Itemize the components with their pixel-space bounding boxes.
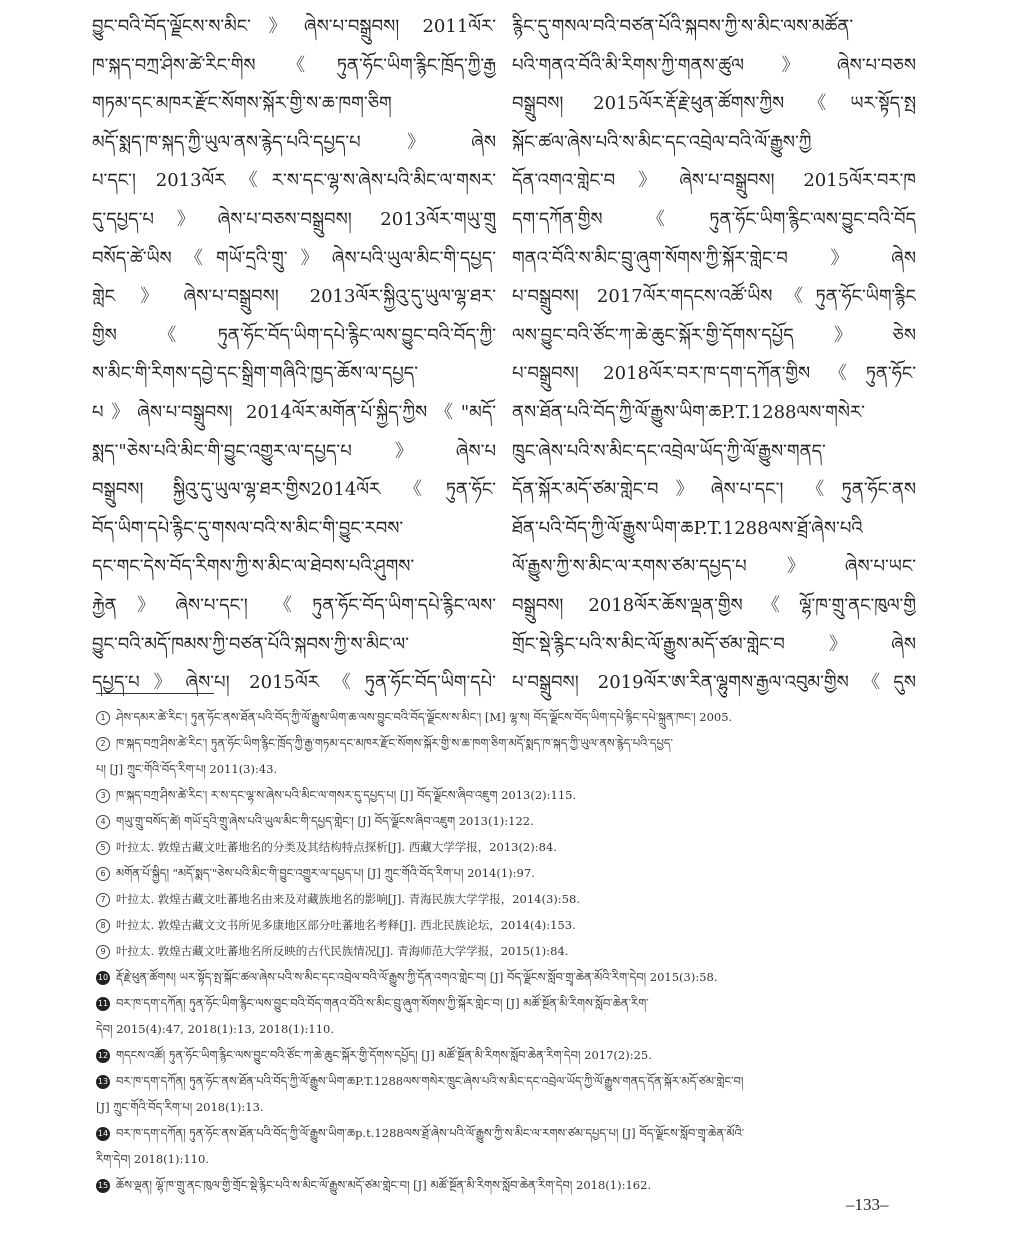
footnote <box>96 886 900 912</box>
footnote <box>96 756 900 782</box>
body-text-line: པ་བསྒྲུབས། 2017ལོར་གདངས་འཚོ་ཡིས《ཏུན་ཧོང་ཡིག་རྙིང <box>512 286 916 308</box>
footnote <box>96 1120 900 1146</box>
footnote-text: མགོན་པོ་སྐྱིད། "མདོ་སྨད་"ཅེས་པའི་མིང་གི་བྱུང་འགྱུར་ལ་དཔྱད་པ། [J] ཀྲུང་གོའི་བོད་རིག་པ། 2014(1):97. <box>116 866 535 880</box>
body-text-line: གནའ་བོའི་ས་མིང་བྲུ་ཞུག་སོགས་ཀྱི་སྐོར་གླེང་བ》ཞེས <box>512 247 916 269</box>
footnote-text: 叶拉太. 敦煌古藏文吐蕃地名由来及对藏族地名的影响[J]. 青海民族大学学报，2014(3):58. <box>116 892 580 906</box>
body-text-line: བསྒྲུབས། 2018ལོར་ཆོས་ལྡན་གྱིས《ལྷོ་ཁ་གྲུ་ནང་ཁུལ་གྱི <box>512 594 916 616</box>
footnote <box>96 782 900 808</box>
body-text-line: ལས་བྱུང་བའི་ཙོང་ཀ་ཆེ་ཆུང་སྐོར་གྱི་དོགས་དཔྱོད》ཅེས <box>512 324 916 346</box>
footnote-number: 6 <box>96 867 110 881</box>
body-text-line: བསོད་ཚེ་ཡིས《གཡོ་དྲའི་གྲུ་》ཞེས་པའི་ཡུལ་མིང་གི་དཔྱད་ <box>92 247 496 269</box>
footnote <box>96 990 900 1016</box>
body-text-line: པ་བསྒྲུབས། 2019ལོར་ཨ་རིན་ལྷུགས་རྒྱལ་འབུམ་གྱིས《དུས <box>512 672 916 694</box>
footnote <box>96 834 900 860</box>
footnote <box>96 1146 900 1172</box>
body-text-line: པ》ཞེས་པ་བསྒྲུབས། 2014ལོར་མགོན་པོ་སྐྱིད་ཀྱིས《"མདོ་ <box>92 401 496 423</box>
body-text-line: ཐོན་པའི་བོད་ཀྱི་ལོ་རྒྱུས་ཡིག་ཆP.T.1288ལས་ཐྲོ་ཞེས་པའི <box>512 517 863 539</box>
footnote <box>96 1042 900 1068</box>
body-column-left <box>92 8 496 703</box>
body-text-line: གཏམ་དང་མཁར་རྫོང་སོགས་སྐོར་གྱི་ས་ཆ་ཁག་ཅིག <box>92 93 392 115</box>
body-text-line: ནས་ཐོན་པའི་བོད་ཀྱི་ལོ་རྒྱུས་ཡིག་ཆP.T.1288ལས་གསེར་ <box>512 401 865 423</box>
footnote-number: 5 <box>96 841 110 855</box>
footnote-text: [J] ཀྲུང་གོའི་བོད་རིག་པ། 2018(1):13. <box>96 1100 264 1114</box>
body-text-line: ས་མིང་གི་རིགས་དབྱེ་དང་སྒྲིག་གཞིའི་ཁྱད་ཆོས་ལ་དཔྱད་ <box>92 363 418 385</box>
body-text-line: བསྒྲུབས། སྐྱིའུ་དུ་ཡུལ་ལྷ་ཐར་གྱིས2014ལོར《ཏུན་ཧོང་ <box>92 479 496 501</box>
body-text-line: དོན་སྐོར་མདོ་ཙམ་གླེང་བ》ཞེས་པ་དང་། 《ཏུན་ཧོང་ནས <box>512 479 916 501</box>
body-text-line: དུ་དཔྱད་པ》ཞེས་པ་བཅས་བསྒྲུབས། 2013ལོར་གཡུ་གྲུ <box>92 208 496 230</box>
body-text-line: དཔྱད་པ》ཞེས་པ། 2015ལོར《ཏུན་ཧོང་བོད་ཡིག་དཔེ་ <box>92 672 496 694</box>
body-text-line: མདོ་སྨད་ཁ་སྐད་ཀྱི་ཡུལ་ནས་རྙེད་པའི་དཔྱད་པ》ཞེས <box>92 131 496 153</box>
footnote-text: པ། [J] ཀྲུང་གོའི་བོད་རིག་པ། 2011(3):43. <box>96 762 278 776</box>
footnote-number: 9 <box>96 945 110 959</box>
body-text-line: དག་དཀོན་གྱིས《ཏུན་ཧོང་ཡིག་རྙིང་ལས་བྱུང་བའི་བོད <box>512 208 916 230</box>
footnote-text: གདངས་འཚོ། ཏུན་ཧོང་ཡིག་རྙིང་ལས་བྱུང་བའི་ཙོང་ཀ་ཆེ་ཆུང་སྐོར་གྱི་དོགས་དཔྱོད། [J] མཚོ་སྔོན་མི་རིགས་སློབ་ཆེན་རིག་དེབ། 2017(2):25. <box>116 1048 652 1062</box>
footnote <box>96 912 900 938</box>
body-text-line: ལོ་རྒྱུས་ཀྱི་ས་མིང་ལ་རགས་ཙམ་དཔྱད་པ》ཞེས་པ་ཡང་ <box>512 556 916 578</box>
footnote-number: 2 <box>96 737 110 751</box>
body-text-line: སྨད་"ཅེས་པའི་མིང་གི་བྱུང་འགྱུར་ལ་དཔྱད་པ》ཞེས་པ <box>92 440 496 462</box>
body-text-line: གྲོང་སྡེ་རྙིང་པའི་ས་མིང་ལོ་རྒྱུས་མདོ་ཙམ་གླེང་བ》ཞེས <box>512 633 916 655</box>
body-text-line: དོན་འགའ་གླེང་བ》ཞེས་པ་བསྒྲུབས། 2015ལོར་བར་ཁ <box>512 170 916 192</box>
footnote-number: 4 <box>96 815 110 829</box>
body-text-line: ཁ་སྐད་བཀྲ་ཤིས་ཚེ་རིང་གིས《ཏུན་ཧོང་ཡིག་རྙིང་ཁྲོད་ཀྱི་རྒྱ <box>92 54 496 76</box>
footnote <box>96 964 900 990</box>
footnote <box>96 730 900 756</box>
body-text-line: བྱུང་བའི་མདོ་ཁམས་ཀྱི་བཙན་པོའི་སྐབས་ཀྱི་ས་མིང་ལ་ <box>92 633 409 655</box>
footnote <box>96 1172 900 1198</box>
footnote-text: རིག་དེབ། 2018(1):110. <box>96 1152 209 1166</box>
footnote-text: ཁ་སྐད་བཀྲ་ཤིས་ཚེ་རིང་། ཏུན་ཧོང་ཡིག་རྙིང་ཁྲོད་ཀྱི་རྒྱ་གཏམ་དང་མཁར་རྫོང་སོགས་སྐོར་གྱི་ས་ཆ་ཁག་ཅིག་མདོ་སྨད་ཁ་སྐད་ཀྱི་ཡུལ་ནས་རྙེད་པའི་དཔྱད་ <box>116 736 673 750</box>
footnote-text: ཁ་སྐད་བཀྲ་ཤིས་ཚེ་རིང་། ར་ས་དང་ལྷ་ས་ཞེས་པའི་མིང་ལ་གསར་དུ་དཔྱད་པ། [J] བོད་ལྗོངས་ཞིབ་འཇུག 2013(2):115. <box>116 788 577 802</box>
footnote-number: 3 <box>96 789 110 803</box>
body-text-line: དང་གང་དེས་བོད་རིགས་ཀྱི་ས་མིང་ལ་ཐེབས་པའི་ཤུགས་ <box>92 556 415 578</box>
footnote-text: རྡོ་རྗེ་ཕུན་ཚོགས། ཡར་སྟོད་སྤ་སྐོང་ཚལ་ཞེས་པའི་ས་མིང་དང་འབྲེལ་བའི་ལོ་རྒྱུས་ཀྱི་དོན་འགའ་གླེང་བ། [J] བོད་ལྗོངས་སློབ་གྲྭ་ཆེན་མོའི་རིག་དེབ། 2015(3):58. <box>116 970 718 984</box>
body-text-line: སྐོང་ཚལ་ཞེས་པའི་ས་མིང་དང་འབྲེལ་བའི་ལོ་རྒྱུས་ཀྱི <box>512 131 812 153</box>
footnote <box>96 860 900 886</box>
footnote-text: དེབ། 2015(4):47, 2018(1):13, 2018(1):110. <box>96 1022 335 1036</box>
footnote <box>96 704 900 730</box>
footnote-number: 11 <box>96 997 110 1011</box>
footnote-text: གཡུ་གྲུ་བསོད་ཚེ། གཡོ་དྲའི་གྲུ་ཞེས་པའི་ཡུལ་མིང་གི་དཔྱད་གླེང་། [J] བོད་ལྗོངས་ཞིབ་འཇུག 2013(1):122. <box>116 814 534 828</box>
footnote-text: བར་ཁ་དག་དཀོན། ཏུན་ཧོང་ནས་ཐོན་པའི་བོད་ཀྱི་ལོ་རྒྱུས་ཡིག་ཆP.T.1288ལས་གསེར་ཁྲུང་ཞེས་པའི་ས་མིང་དང་འབྲེལ་ཡོད་ཀྱི་ལོ་རྒྱུས་གནད་དོན་སྐོར་མདོ་ཙམ་གླེང་བ། <box>116 1074 744 1088</box>
footnote-number: 8 <box>96 919 110 933</box>
footnote <box>96 1016 900 1042</box>
body-text-line: བསྒྲུབས། 2015ལོར་རྡོ་རྗེ་ཕུན་ཚོགས་ཀྱིས《ཡར་སྟོད་སྤ <box>512 93 916 115</box>
body-text-line: པ་བསྒྲུབས། 2018ལོར་བར་ཁ་དག་དཀོན་གྱིས《ཏུན་ཧོང་ <box>512 363 916 385</box>
footnote-number: 1 <box>96 711 110 725</box>
body-text-line: ཁྲུང་ཞེས་པའི་ས་མིང་དང་འབྲེལ་ཡོད་ཀྱི་ལོ་རྒྱུས་གནད་ <box>512 440 826 462</box>
body-text-line: པ་དང་། 2013ལོར《ར་ས་དང་ལྷ་ས་ཞེས་པའི་མིང་ལ་གསར་ <box>92 170 496 192</box>
footnote <box>96 1068 900 1094</box>
footnote-number: 15 <box>96 1179 110 1193</box>
footnote <box>96 808 900 834</box>
page-number: –133– <box>846 1195 889 1214</box>
body-text-line: གླེང》ཞེས་པ་བསྒྲུབས། 2013ལོར་སྐྱིའུ་དུ་ཡུལ་ལྷ་ཐར་ <box>92 286 496 308</box>
footnote-text: ཆོས་ལྡན། ལྷོ་ཁ་གྲུ་ནང་ཁུལ་གྱི་གྲོང་སྡེ་རྙིང་པའི་ས་མིང་ལོ་རྒྱུས་མདོ་ཙམ་གླེང་བ། [J] མཚོ་སྔོན་མི་རིགས་སློབ་ཆེན་རིག་དེབ། 2018(1):162. <box>116 1178 652 1192</box>
footnote-number: 13 <box>96 1075 110 1089</box>
body-column-right <box>512 8 916 703</box>
footnotes <box>96 704 900 1198</box>
footnote-text: བར་ཁ་དག་དཀོན། ཏུན་ཧོང་ནས་ཐོན་པའི་བོད་ཀྱི་ལོ་རྒྱུས་ཡིག་ཆp.t.1288ལས་ཐྲོ་ཞེས་པའི་ལོ་རྒྱུས་ཀྱི་ས་མིང་ལ་རགས་ཙམ་དཔྱད་པ། [J] བོད་ལྗོངས་སློབ་གྲྭ་ཆེན་མོའི་ <box>116 1126 745 1140</box>
body-text-line: པའི་གནའ་བོའི་མི་རིགས་ཀྱི་གནས་ཚུལ》ཞེས་པ་བཅས <box>512 54 916 76</box>
body-text-line: རྙིང་དུ་གསལ་བའི་བཙན་པོའི་སྐབས་ཀྱི་ས་མིང་ལས་མཚོན་ <box>512 16 854 37</box>
footnote-text: ཤེས་དམར་ཚེ་རིང་། ཏུན་ཧོང་ནས་ཐོན་པའི་བོད་ཀྱི་ལོ་རྒྱུས་ཡིག་ཆ་ལས་བྱུང་བའི་བོད་ལྗོངས་ས་མིང་། [M] ལྷ་ས། བོད་ལྗོངས་བོད་ཡིག་དཔེ་རྙིང་དཔེ་སྐྲུན་ཁང་། 2005. <box>116 710 733 724</box>
body-text-line: གྱིས《ཏུན་ཧོང་བོད་ཡིག་དཔེ་རྙིང་ལས་བྱུང་བའི་བོད་ཀྱི་ <box>92 324 496 346</box>
body-text-line: རྐྱེན》ཞེས་པ་དང་། 《ཏུན་ཧོང་བོད་ཡིག་དཔེ་རྙིང་ལས་ <box>92 594 496 616</box>
footnote-text: 叶拉太. 敦煌古藏文吐蕃地名所反映的古代民族情况[J]. 青海师范大学学报，2015(1):84. <box>116 944 569 958</box>
footnote-number: 12 <box>96 1049 110 1063</box>
body-text-line: བོད་ཡིག་དཔེ་རྙིང་དུ་གསལ་བའི་ས་མིང་གི་བྱུང་རབས་ <box>92 517 404 539</box>
footnote <box>96 1094 900 1120</box>
body-text-line: བྱུང་བའི་བོད་ལྗོངས་ས་མིང་》ཞེས་པ་བསྒྲུབས། 2011ལོར་ <box>92 16 496 37</box>
footnote <box>96 938 900 964</box>
footnote-number: 7 <box>96 893 110 907</box>
footnote-text: 叶拉太. 敦煌古藏文文书所见多康地区部分吐蕃地名考释[J]. 西北民族论坛，2014(4):153. <box>116 918 576 932</box>
footnote-text: 叶拉太. 敦煌古藏文吐蕃地名的分类及其结构特点探析[J]. 西藏大学学报，2013(2):84. <box>116 840 557 854</box>
footnote-number: 14 <box>96 1127 110 1141</box>
footnote-text: བར་ཁ་དག་དཀོན། ཏུན་ཧོང་ཡིག་རྙིང་ལས་བྱུང་བའི་བོད་གནའ་བོའི་ས་མིང་བྲུ་ཞུག་སོགས་ཀྱི་སྐོར་གླེང་བ། [J] མཚོ་སྔོན་མི་རིགས་སློབ་ཆེན་རིག་ <box>116 996 649 1010</box>
footnote-separator <box>96 693 214 694</box>
footnote-number: 10 <box>96 971 110 985</box>
